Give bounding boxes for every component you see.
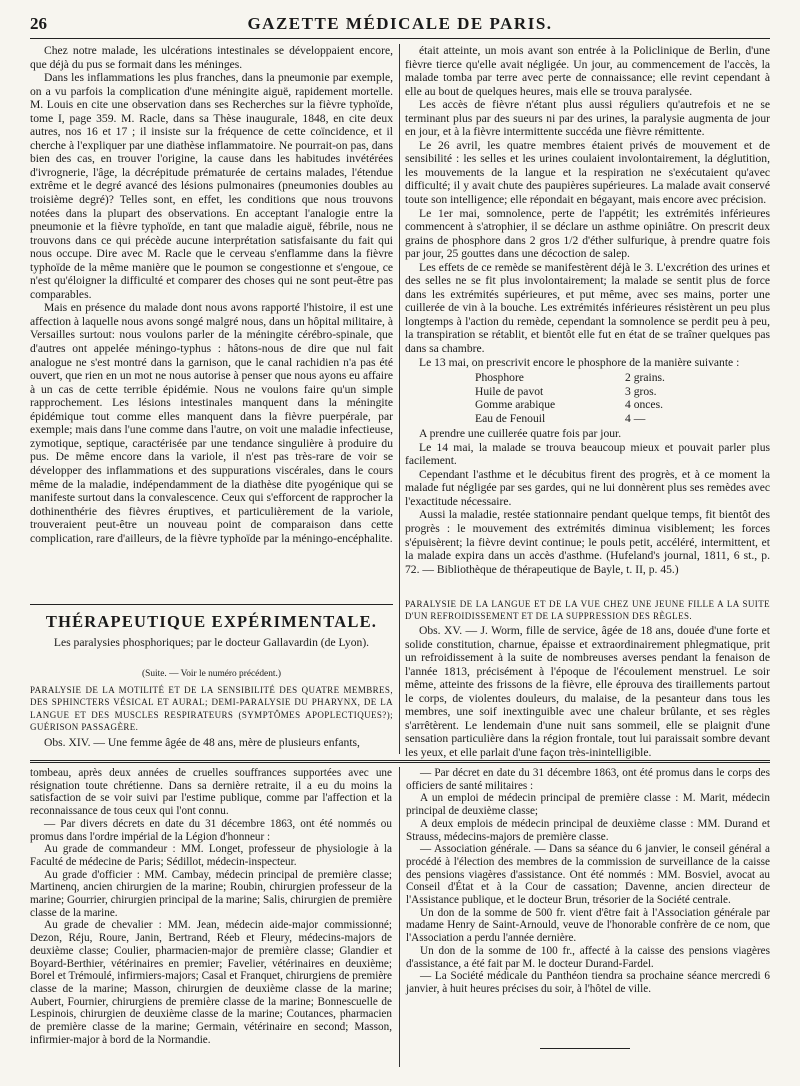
bottom-rule-double <box>30 762 770 763</box>
paragraph: — Association générale. — Dans sa séance du 6 janvier, le conseil général a procédé à l'élection des membres de la commission de surveillance de la caisse des pensions viagères d'assistance. Ont été nommés : MM. Bosviel, avocat au Conseil d'État et à la Cour de cassation; Davenne, ancien directeur de l'Assistance publique, et le docteur Brun, trésorier de la Société centrale. <box>406 843 770 907</box>
bottom-right-column <box>406 767 770 996</box>
page-number: 26 <box>30 14 47 33</box>
case-heading: PARALYSIE DE LA MOTILITÉ ET DE LA SENSIBILITÉ DES QUATRE MEMBRES, DES SPHINCTERS VÉSICAL ET AURAL; DEMI-PARALYSIE DU PHARYNX, DE LA LANGUE ET DES MUSCLES RESPIRATEURS (SYMPTÔMES APOPLECTIQUES?); GUÉRISON PASSAGÈRE. <box>30 685 393 733</box>
header-rule <box>30 38 770 39</box>
paragraph: Obs. XIV. — Une femme âgée de 48 ans, mère de plusieurs enfants, <box>44 736 360 749</box>
paragraph: Obs. XV. — J. Worm, fille de service, âgée de 18 ans, douée d'une forte et solide constitution, charnue, épaisse et extraordinairement phlegmatique, prit un refroidissement à la suite de nombreuses averses pendant la fenaison de l'année 1813, précisément à l'époque de l'écoulement menstruel. Le soir même, atteinte des frissons de la fièvre, elle éprouva des tiraillements partout le corps, de violentes douleurs, du malaise, de la pesanteur dans tous les membres, une soif inextinguible avec une chaleur brûlante, et ses règles s'arrêtèrent. Le lendemain d'une nuit sans sommeil, elle se plaignit d'une sensation particulière dans la région frontale, tout lui paraissait sombre devant les yeux, et elle parlait d'une façon très-inintelligible. <box>405 624 770 759</box>
paragraph: Le 13 mai, on prescrivit encore le phosphore de la manière suivante : <box>419 355 740 369</box>
paragraph: Chez notre malade, les ulcérations intestinales se développaient encore, que déjà du pus se formait dans les méninges. <box>30 44 393 71</box>
journal-title: GAZETTE MÉDICALE DE PARIS. <box>247 14 553 33</box>
prescription-note: A prendre une cuillerée quatre fois par jour. <box>419 427 622 441</box>
ingredient: Phosphore <box>475 371 524 385</box>
paragraph: Cependant l'asthme et le décubitus firent des progrès, et à ce moment la malade fut négligée par ses gardes, qui ne lui donnèrent plus ses remèdes avec l'exactitude nécessaire. <box>405 467 770 508</box>
paragraph: Au grade de chevalier : MM. Jean, médecin aide-major commissionné; Dezon, Réju, Roure, Janin, Bertrand, Réeb et Fleury, médecins-majors de deuxième classe; Coulier, pharmacien-major de première classe; Glandier et Boyard-Berthier, vétérinaires en premier; Favelier, vétérinaires en deuxième; Borel et Trémoulé, infirmiers-majors; Casal et Franquet, chirurgiens de première classe de la marine; Masson, chirurgien de deuxième classe de la marine; Aubert, Fournier, chirurgiens de première classe de la marine; Bonnescuelle de Lespinois, chirurgien de deuxième classe de la marine; Coutances, pharmacien de première classe de la marine; Germain, vétérinaire en second; Masson, infirmier-major à bord de la Normandie. <box>30 919 392 1046</box>
case-heading: PARALYSIE DE LA LANGUE ET DE LA VUE CHEZ UNE JEUNE FILLE A LA SUITE D'UN REFROIDISSEMENT ET DE LA SUPPRESSION DES RÈGLES. <box>405 599 770 622</box>
right-column <box>405 44 770 576</box>
quantity: 4 — <box>625 411 646 425</box>
prescription-table <box>475 371 665 425</box>
column-divider <box>399 44 400 754</box>
paragraph: A deux emplois de médecin principal de deuxième classe : MM. Durand et Strauss, médecins-majors de première classe. <box>406 817 770 843</box>
case-text <box>405 624 770 759</box>
quantity: 3 gros. <box>625 384 657 398</box>
paragraph: Au grade d'officier : MM. Cambay, médecin principal de première classe; Martinenq, ancien chirurgien de la marine; Roubin, chirurgien professeur de la marine; Gourrier, chirurgien principal de la marine; Salis, chirurgien de première classe de la marine. <box>30 868 392 919</box>
bottom-left-column <box>30 767 392 1046</box>
column-divider <box>399 767 400 1067</box>
case-start <box>30 736 393 750</box>
prescription-row <box>475 371 665 385</box>
left-column <box>30 44 393 545</box>
end-rule <box>540 1048 630 1049</box>
paragraph: Le 26 avril, les quatre membres étaient privés de mouvement et de sensibilité : les selles et les urines coulaient involontairement, la déglutition, les mouvements de la langue et la respiration ne s'exécutaient qu'avec difficulté; il y avait chute des paupières supérieures. La malade avait conservé toute son intelligence; elle répondait en bégayant, mais encore avec précision. <box>405 138 770 207</box>
paragraph: Le 14 mai, la malade se trouva beaucoup mieux et pouvait parler plus facilement. <box>405 440 770 468</box>
section-title: THÉRAPEUTIQUE EXPÉRIMENTALE. <box>45 612 378 631</box>
paragraph: Au grade de commandeur : MM. Longet, professeur de physiologie à la Faculté de médecine de Paris; Sédillot, médecin-inspecteur. <box>30 843 392 868</box>
quantity: 2 grains. <box>625 371 665 385</box>
paragraph: Aussi la maladie, restée stationnaire pendant quelque temps, fit bientôt des progrès : le mouvement des extrémités diminua visiblement; les forces s'épuisèrent; la fièvre devint continue; le pouls petit, accéléré, intermittent, et la malade expira dans un accès d'asthme. (Hufeland's journal, 1811, 6 st., p. 72. — Bibliothèque de thérapeutique de Bayle, t. II, p. 45.) <box>405 508 770 576</box>
paragraph: Les effets de ce remède se manifestèrent déjà le 3. L'excrétion des urines et des selles ne se fit plus involontairement; la malade se sentit plus de force dans les extrémités supérieures, et put même, avec ses mains, porter une cuillerée de vin à la bouche. Les extrémités inférieures résistèrent un peu plus longtemps à l'action du remède, cependant la somnolence se perdit peu à peu, la transpiration se rétablit, et bientôt elle fut en état de se traîner quelques pas dans sa chambre. <box>405 260 770 356</box>
prescription-row <box>475 398 665 412</box>
paragraph: — La Société médicale du Panthéon tiendra sa prochaine séance mercredi 6 janvier, à huit heures précises du soir, à l'hôtel de ville. <box>406 970 770 995</box>
paragraph: Le 1er mai, somnolence, perte de l'appétit; les extrémités inférieures commencent à s'atrophier, il se déclare un asthme opiniâtre. On prescrit deux grains de phosphore dans 2 gros 1/2 d'éther sulfurique, à prendre quatre fois par jour, 25 gouttes dans une décoction de salep. <box>405 206 770 261</box>
paragraph: Un don de la somme de 100 fr., affecté à la caisse des pensions viagères d'assistance, a été fait par M. le docteur Durand-Fardel. <box>406 944 770 970</box>
continuation-note: (Suite. — Voir le numéro précédent.) <box>142 669 281 679</box>
quantity: 4 onces. <box>625 398 663 412</box>
paragraph: Un don de la somme de 500 fr. vient d'être fait à l'Association générale par madame Henry de Saint-Arnould, veuve de l'honorable confrère de ce nom, que l'Association a perdu l'année dernière. <box>406 906 770 945</box>
bottom-rule <box>30 760 770 761</box>
article-byline: Les paralysies phosphoriques; par le docteur Gallavardin (de Lyon). <box>53 636 370 649</box>
ingredient: Gomme arabique <box>475 398 556 412</box>
prescription-row <box>475 385 665 399</box>
paragraph: — Par décret en date du 31 décembre 1863, ont été promus dans le corps des officiers de santé militaires : <box>406 767 770 792</box>
paragraph: Les accès de fièvre n'étant plus aussi réguliers qu'autrefois et ne se terminant plus par des sueurs ni par des urines, la paralysie augmenta de jour en jour, et à la fièvre intermittente succéda une fièvre rémittente. <box>405 98 770 139</box>
paragraph: A un emploi de médecin principal de première classe : M. Marit, médecin principal de deuxième classe; <box>406 792 770 818</box>
ingredient: Eau de Fenouil <box>475 411 546 425</box>
paragraph: — Par divers décrets en date du 31 décembre 1863, ont été nommés ou promus dans l'ordre impérial de la Légion d'honneur : <box>30 817 392 843</box>
prescription-row <box>475 412 665 426</box>
paragraph: était atteinte, un mois avant son entrée à la Policlinique de Berlin, d'une fièvre tierce qu'elle avait négligée. Un jour, au commencement de l'accès, la malade tomba par terre avec perte de connaissance; elle revint cependant à elle au bout de quelques heures, mais elle se trouva paralysée. <box>405 44 770 98</box>
ingredient: Huile de pavot <box>475 384 544 398</box>
paragraph: Dans les inflammations les plus franches, dans la pneumonie par exemple, on a vu parfois la complication d'une méningite aiguë, rapidement mortelle. M. Louis en cite une observation dans ses Recherches sur la fièvre typhoïde, tome I, page 359. M. Racle, dans sa Thèse inaugurale, 1848, en cite deux autres, nos 16 et 17 ; il insiste sur la fréquence de cette coïncidence, et il cherche à l'expliquer par une diathèse inflammatoire. Ne pourrait-on pas, dans bien des cas, en trouver l'origine, la cause dans les habitudes invétérées d'ivrognerie, l'âge, la décrépitude prématurée de certains malades, l'étendue extrême et le degré avancé des lésions pulmonaires (pneumonies doubles au troisième degré)? Telles sont, en effet, les conditions que nous trouvons notées dans la plupart des observations. En acceptant l'analogie entre la pneumonie et la fièvre typhoïde, en tant que maladie aiguë, fébrile, nous ne trouvons dans ce qui précède aucune interprétation satisfaisante du fait qui nous occupe. Dire avec M. Racle que le cerveau s'enflamme dans la fièvre typhoïde de la même manière que le poumon se congestionne et s'engoue, ce n'est qu'éloigner la difficulté et comparer des choses qui ne sont peut-être pas comparables. <box>30 71 393 301</box>
section-rule <box>30 604 393 605</box>
paragraph: tombeau, après deux années de cruelles souffrances supportées avec une résignation toute chrétienne. Dans sa dernière retraite, il a eu du moins la satisfaction de se voir suivi par l'estime publique, comme par l'affection et la reconnaissance de tous ceux qui l'ont connu. <box>30 767 392 818</box>
paragraph: Mais en présence du malade dont nous avons rapporté l'histoire, il est une affection à laquelle nous avons songé malgré nous, dans un hôpital militaire, à Versailles surtout: nous voulons parler de la méningite cérébro-spinale, que d'autres ont appelée méningo-typhus : hâtons-nous de dire que nul fait analogue ne s'est montré dans la garnison, que le canal rachidien n'a pas été ouvert, que rien en un mot ne nous autorise à penser que nous ayons eu affaire à un cas de cette terrible épidémie. Nous ne voulons faire qu'un simple rapprochement. Les lésions intestinales manquent dans la méningite épidémique tout comme elles manquent dans la fièvre puerpérale, par exemple; mais dans l'une comme dans l'autre, on voit une maladie infectieuse, zymotique, septique, caractérisée par une tendance singulière à produire du pus. De même encore dans la variole, il n'est pas très-rare de voir se développer des inflammations et des suppurations viscérales, dans le cours même de la maladie, indépendamment de la diathèse dite pyogénique qui se manifeste surtout dans la convalescence. Ceux qui s'efforcent de rapprocher la dothinenthérie des fièvres éruptives, et particulièrement de la variole, trouveraient peut-être un nouveau point de comparaison dans cette complication, rare d'ailleurs, de la fièvre typhoïde par la méningo-encéphalite. <box>30 301 393 545</box>
